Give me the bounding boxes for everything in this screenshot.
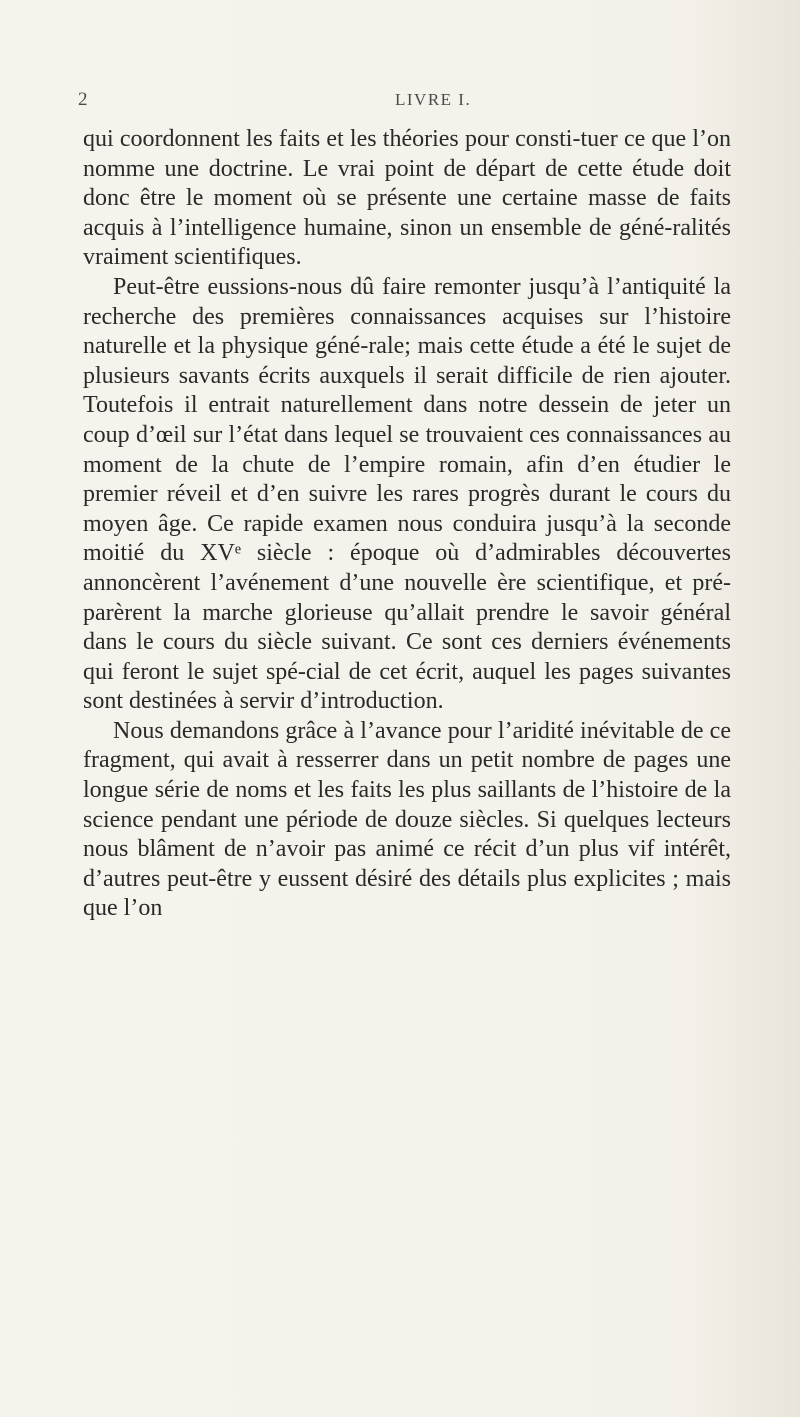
running-head: LIVRE I. xyxy=(395,90,472,109)
body-text xyxy=(83,125,731,924)
paragraph-3: Nous demandons grâce à l’avance pour l’aridité inévitable de ce fragment, qui avait à resserrer dans un petit nombre de pages une longue série de noms et les faits les plus saillants de l’histoire de la science pendant une période de douze siècles. Si quelques lecteurs nous blâment de n’avoir pas animé ce récit d’un plus vif intérêt, d’autres peut-être y eussent désiré des détails plus explicites ; mais que l’on xyxy=(83,717,731,922)
page-number: 2 xyxy=(78,89,88,110)
page-header xyxy=(0,88,800,112)
paragraph-2: Peut-être eussions-nous dû faire remonter jusqu’à l’antiquité la recherche des premières connaissances acquises sur l’histoire naturelle et la physique géné-rale; mais cette étude a été le sujet de plusieurs savants écrits auxquels il serait difficile de rien ajouter. Toutefois il entrait naturellement dans notre dessein de jeter un coup d’œil sur l’état dans lequel se trouvaient ces connaissances au moment de la chute de l’empire romain, afin d’en étudier le premier réveil et d’en suivre les rares progrès durant le cours du moyen âge. Ce rapide examen nous conduira jusqu’à la seconde moitié du XVᵉ siècle : époque où d’admirables découvertes annoncèrent l’avénement d’une nouvelle ère scientifique, et pré-parèrent la marche glorieuse qu’allait prendre le savoir général dans le cours du siècle suivant. Ce sont ces derniers événements qui feront le sujet spé-cial de cet écrit, auquel les pages suivantes sont destinées à servir d’introduction. xyxy=(83,273,731,715)
paragraph-1: qui coordonnent les faits et les théories pour consti-tuer ce que l’on nomme une doctrine. Le vrai point de départ de cette étude doit donc être le moment où se présente une certaine masse de faits acquis à l’intelligence humaine, sinon un ensemble de géné-ralités vraiment scientifiques. xyxy=(83,126,731,271)
